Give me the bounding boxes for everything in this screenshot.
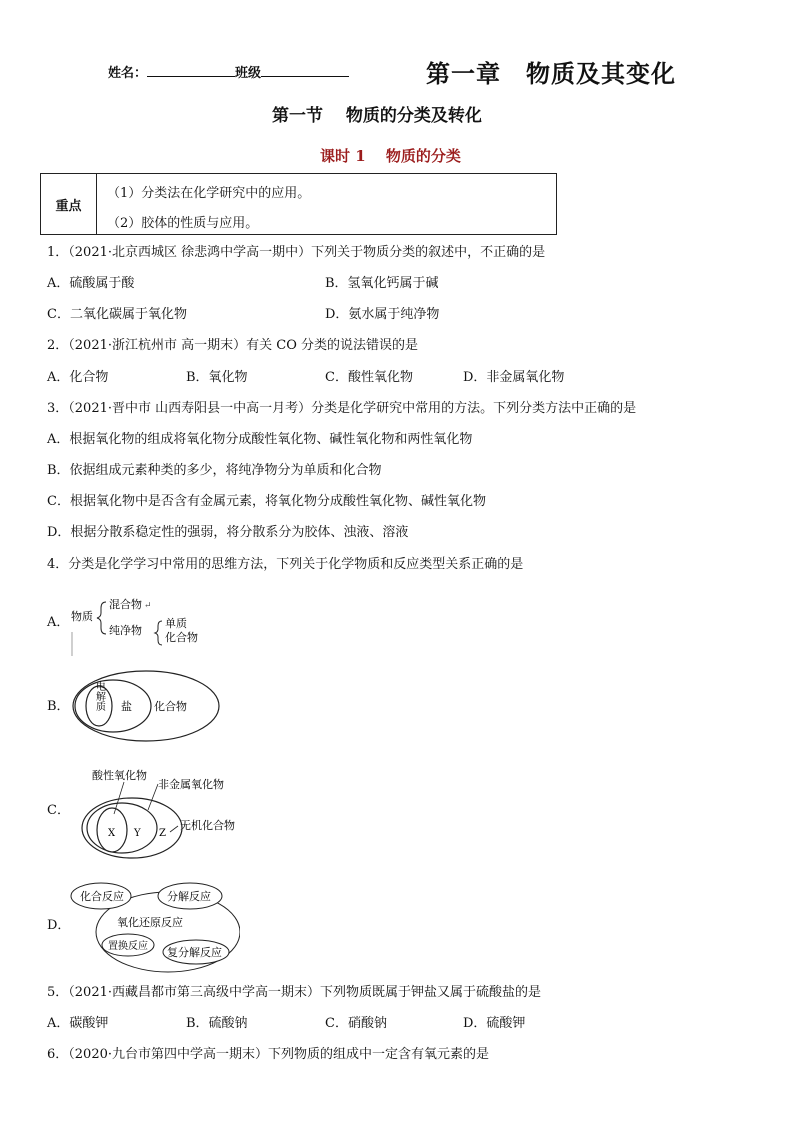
fig-c-y: Y [134, 828, 141, 839]
fig-a-return-mark: ↵ [144, 601, 152, 611]
fig-b-salt: 盐 [121, 700, 132, 713]
q5-option-a[interactable]: A．碳酸钾 [47, 1016, 109, 1031]
fig-a-pure: 纯净物 [109, 624, 142, 637]
q3-stem: 3．（2021·晋中市 山西寿阳县一中高一月考）分类是化学研究中常用的方法。下列分类方法中正确的是 [47, 401, 637, 416]
q1-option-c[interactable]: C．二氧化碳属于氧化物 [47, 307, 187, 322]
fig-a-brace-1 [97, 602, 106, 634]
fig-c-pointer-z [170, 826, 178, 832]
q3-option-a[interactable]: A．根据氧化物的组成将氧化物分成酸性氧化物、碱性氧化物和两性氧化物 [47, 432, 473, 447]
q4-figure-a [66, 594, 216, 658]
key-points-box [40, 173, 557, 235]
q5-option-d[interactable]: D．硫酸钾 [463, 1016, 526, 1031]
q3-option-b[interactable]: B．依据组成元素种类的多少，将纯净物分为单质和化合物 [47, 463, 382, 478]
q4-figure-d [68, 876, 240, 976]
fig-a-element: 单质 [165, 617, 187, 630]
student-name-line [108, 62, 349, 81]
fig-d-double-decomposition: 复分解反应 [167, 946, 222, 959]
q2-option-a[interactable]: A．化合物 [47, 370, 109, 385]
fig-a-brace-2 [155, 621, 162, 645]
q3-option-c[interactable]: C．根据氧化物中是否含有金属元素，将氧化物分成酸性氧化物、碱性氧化物 [47, 494, 486, 509]
fig-c-z: Z [159, 828, 166, 839]
q4-option-c[interactable]: C． [47, 803, 70, 818]
chapter-title: 第一章 物质及其变化 [426, 60, 676, 88]
q2-option-c[interactable]: C．酸性氧化物 [325, 370, 413, 385]
q6-stem: 6．（2020·九台市第四中学高一期末）下列物质的组成中一定含有氧元素的是 [47, 1047, 489, 1062]
q5-option-b[interactable]: B．硫酸钠 [186, 1016, 248, 1031]
fig-c-nonmetal-oxide: 非金属氧化物 [158, 778, 224, 791]
q4-option-d[interactable]: D． [47, 918, 71, 933]
q4-option-a[interactable]: A． [47, 615, 70, 630]
lesson-title: 课时 1 物质的分类 [320, 147, 461, 165]
fig-c-inorganic: 无机化合物 [180, 819, 235, 832]
q2-option-d[interactable]: D．非金属氧化物 [463, 370, 565, 385]
key-point-1: （1）分类法在化学研究中的应用。 [107, 186, 311, 201]
key-point-2: （2）胶体的性质与应用。 [107, 216, 259, 231]
fig-c-pointer-y [148, 784, 158, 810]
fig-d-decomposition: 分解反应 [167, 890, 211, 903]
fig-d-displacement: 置换反应 [108, 941, 148, 952]
q4-figure-b [66, 668, 226, 750]
q5-option-c[interactable]: C．硝酸钠 [325, 1016, 387, 1031]
fig-c-acidic-oxide: 酸性氧化物 [92, 769, 147, 782]
key-points-label: 重点 [41, 174, 97, 234]
q3-option-d[interactable]: D．根据分散系稳定性的强弱，将分散系分为胶体、浊液、溶液 [47, 525, 409, 540]
fig-d-redox: 氧化还原反应 [117, 916, 183, 929]
q4-stem: 4．分类是化学学习中常用的思维方法，下列关于化学物质和反应类型关系正确的是 [47, 557, 524, 572]
fig-c-x: X [108, 828, 116, 839]
q2-option-b[interactable]: B．氧化物 [186, 370, 248, 385]
fig-a-mixture: 混合物 [109, 598, 142, 611]
fig-a-compound: 化合物 [165, 631, 198, 644]
q1-option-d[interactable]: D．氨水属于纯净物 [325, 307, 440, 322]
q5-stem: 5．（2021·西藏昌都市第三高级中学高一期末）下列物质既属于钾盐又属于硫酸盐的是 [47, 985, 541, 1000]
fig-d-combination: 化合反应 [80, 890, 124, 903]
name-blank[interactable] [147, 64, 235, 77]
q1-option-b[interactable]: B．氢氧化钙属于碱 [325, 276, 439, 291]
q1-option-a[interactable]: A．硫酸属于酸 [47, 276, 135, 291]
fig-b-electrolyte: 电解质 [93, 681, 105, 711]
fig-a-root: 物质 [71, 610, 93, 623]
class-blank[interactable] [261, 64, 349, 77]
q4-figure-c [72, 766, 262, 866]
q2-stem: 2．（2021·浙江杭州市 高一期末）有关 CO 分类的说法错误的是 [47, 338, 418, 353]
q1-stem: 1．（2021·北京西城区 徐悲鸿中学高一期中）下列关于物质分类的叙述中，不正确的是 [47, 245, 546, 260]
section-title: 第一节 物质的分类及转化 [272, 106, 482, 126]
class-label: 班级 [235, 66, 262, 81]
fig-b-compound: 化合物 [154, 700, 187, 713]
name-label: 姓名： [108, 66, 148, 81]
q4-option-b[interactable]: B． [47, 699, 70, 714]
